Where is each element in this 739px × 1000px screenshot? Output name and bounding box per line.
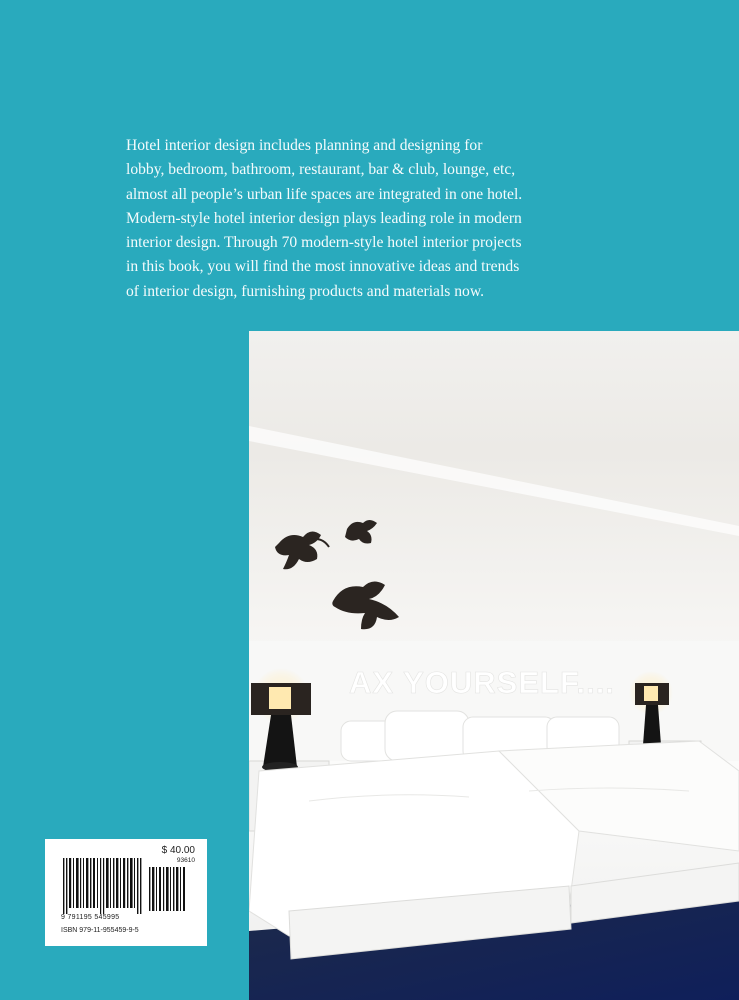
price-label: $ 40.00 [161,845,195,856]
hotel-room-illustration [249,331,739,1000]
ean-barcode [63,858,143,914]
description-line: lobby, bedroom, bathroom, restaurant, bar & club, lounge, etc, [126,161,516,179]
wall-lettering: AX YOURSELF.... [349,665,615,700]
price-addon-code: 93610 [176,857,195,864]
isbn-number: ISBN 979-11-955459-9-5 [61,927,139,934]
description-line: Hotel interior design includes planning and designing for [126,137,483,154]
price-addon-barcode [149,867,187,911]
description-line: in this book, you will find the most innovative ideas and trends [126,258,520,276]
cherub-silhouettes [275,520,399,629]
barcode-sticker [45,839,207,946]
book-description [126,134,596,304]
hotel-room-photo [249,331,739,1000]
description-line: interior design. Through 70 modern-style hotel interior projects [126,234,522,252]
ean-number: 9 791195 545995 [61,914,120,921]
description-line: of interior design, furnishing products and materials now. [126,282,485,300]
description-line: Modern-style hotel interior design plays leading role in modern [126,209,522,227]
description-line: almost all people’s urban life spaces are integrated in one hotel. [126,185,523,203]
